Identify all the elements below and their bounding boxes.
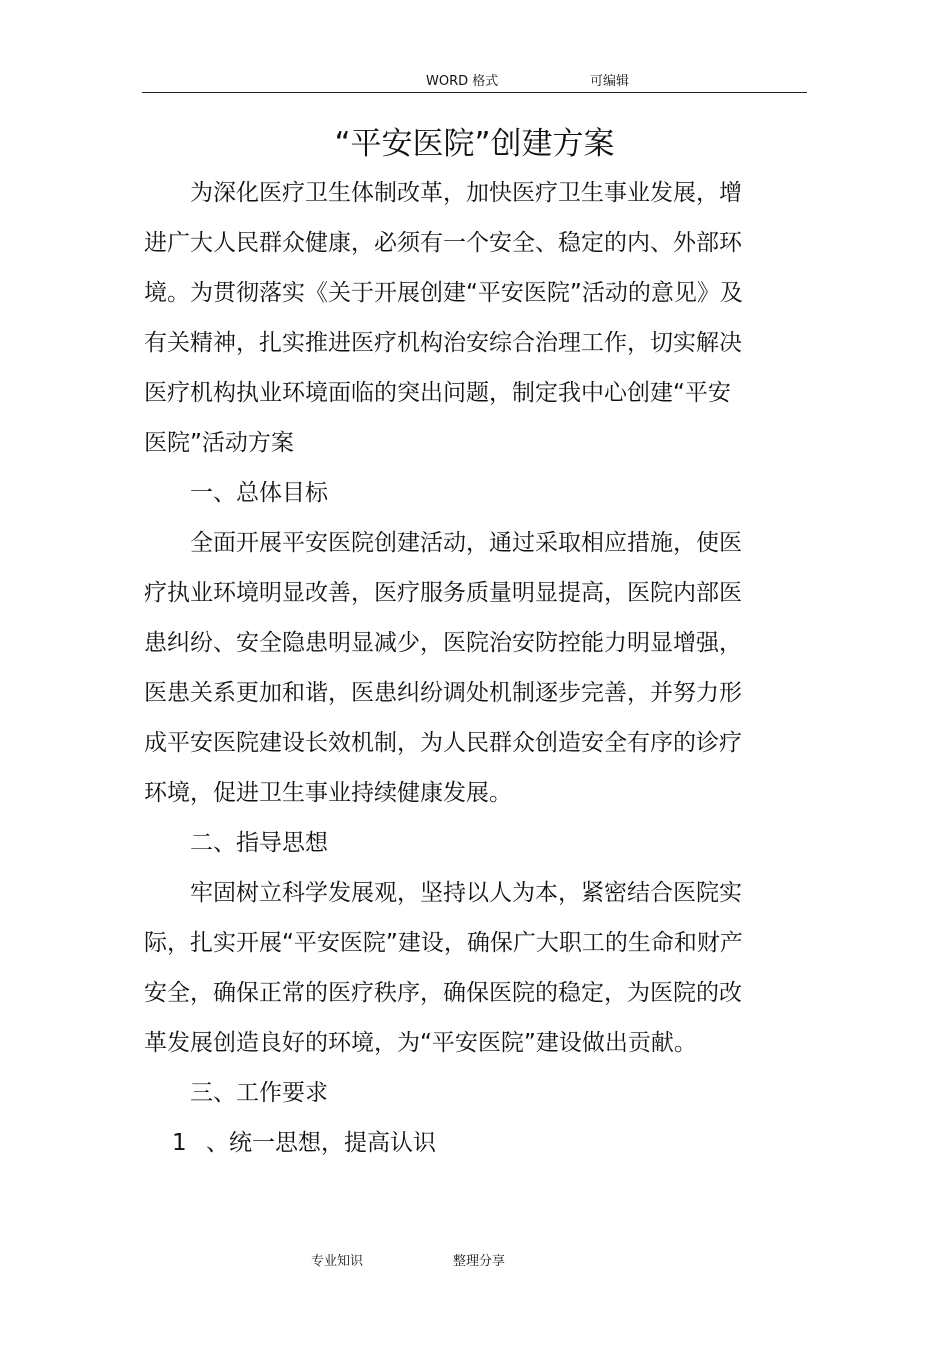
footer-knowledge-label: 专业知识 (311, 1254, 364, 1269)
requirement-item-number: 1 (172, 1130, 187, 1156)
document-body (144, 168, 744, 1168)
section-heading-guiding-thought: 二、指导思想 (190, 830, 328, 856)
section-heading-goals: 一、总体目标 (190, 480, 328, 506)
document-title: “平安医院”创建方案 (334, 126, 615, 162)
page-footer (0, 1250, 950, 1270)
header-format-label: WORD 格式 (426, 74, 499, 89)
intro-paragraph: 为深化医疗卫生体制改革，加快医疗卫生事业发展，增进广大人民群众健康，必须有一个安全、稳定的内、外部环境。为贯彻落实《关于开展创建“平安医院”活动的意见》及有关精神，扎实推进医疗机构治安综合治理工作，切实解决医疗机构执业环境面临的突出问题，制定我中心创建“平安医院”活动方案 (144, 180, 743, 456)
requirement-item-1 (144, 1118, 744, 1168)
header-editable-label: 可编辑 (590, 74, 630, 89)
footer-share-label: 整理分享 (453, 1254, 506, 1269)
guiding-thought-paragraph: 牢固树立科学发展观，坚持以人为本，紧密结合医院实际，扎实开展“平安医院”建设，确保广大职工的生命和财产安全，确保正常的医疗秩序，确保医院的稳定，为医院的改革发展创造良好的环境，为“平安医院”建设做出贡献。 (144, 880, 743, 1056)
section-heading-requirements: 三、工作要求 (190, 1080, 328, 1106)
requirement-item-text: 、统一思想，提高认识 (206, 1130, 436, 1156)
goals-paragraph: 全面开展平安医院创建活动，通过采取相应措施，使医疗执业环境明显改善，医疗服务质量明显提高，医院内部医患纠纷、安全隐患明显减少，医院治安防控能力明显增强，医患关系更加和谐，医患纠纷调处机制逐步完善，并努力形成平安医院建设长效机制，为人民群众创造安全有序的诊疗环境，促进卫生事业持续健康发展。 (144, 530, 742, 806)
page-header (142, 62, 807, 93)
